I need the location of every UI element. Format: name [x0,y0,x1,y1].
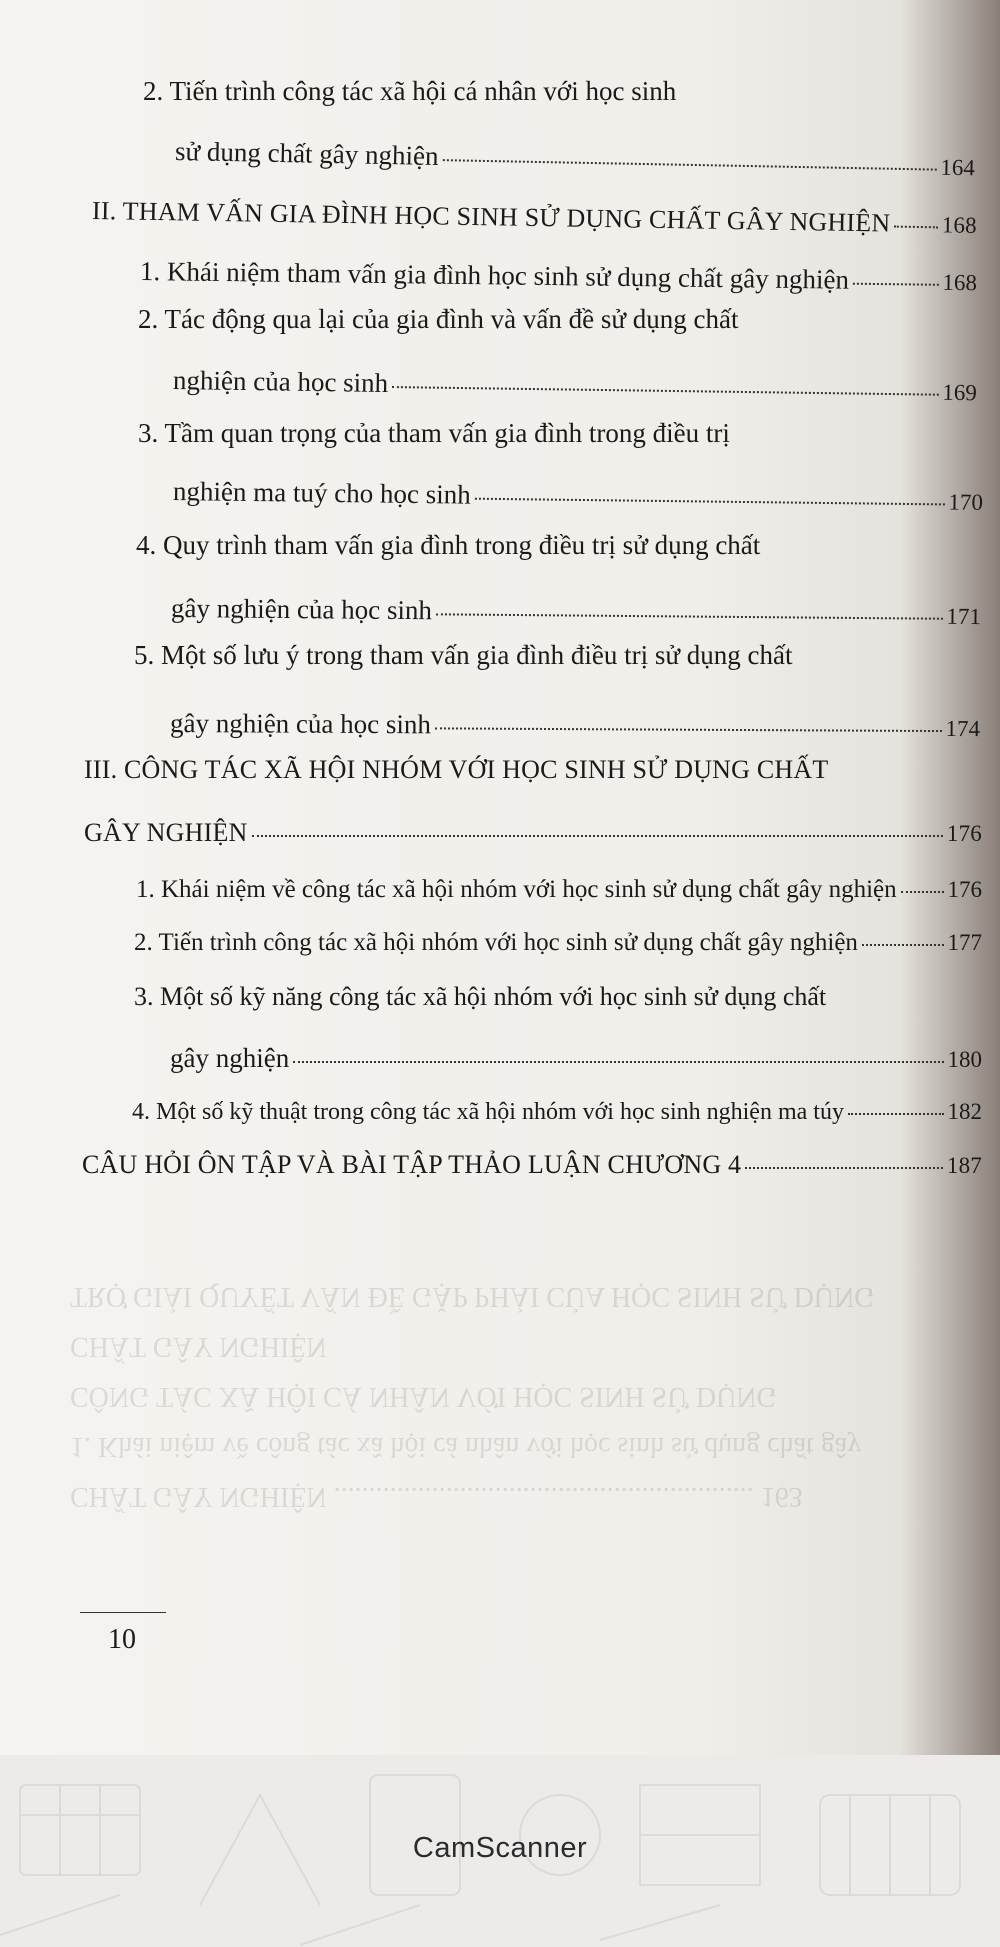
toc-page-number: 177 [947,930,982,955]
toc-page-number: 182 [947,1099,982,1124]
toc-entry-label: CÂU HỎI ÔN TẬP VÀ BÀI TẬP THẢO LUẬN CHƯƠNG 4 [82,1150,742,1179]
toc-entry[interactable] [82,1152,982,1178]
leader-dots [862,944,944,946]
toc-page-number: 174 [945,716,981,742]
toc-entry[interactable] [171,595,981,629]
toc-entry-line: III. CÔNG TÁC XÃ HỘI NHÓM VỚI HỌC SINH SỬ DỤNG CHẤT [84,755,829,784]
leader-dots [436,613,943,619]
toc-entry-label: GÂY NGHIỆN [84,818,248,847]
leader-dots [853,283,939,286]
toc-entry-line: 2. Tác động qua lại của gia đình và vấn đề sử dụng chất [138,304,739,334]
toc-entry-label: nghiện ma tuý cho học sinh [172,476,471,510]
toc-entry[interactable] [170,710,980,741]
leader-dots [901,891,944,893]
leader-dots [848,1113,944,1115]
toc-entry[interactable] [140,258,977,295]
toc-entry-label: sử dụng chất gây nghiện [174,136,439,172]
toc-page-number: 168 [942,269,978,296]
toc-entry[interactable] [136,877,982,902]
toc-entry-label: 2. Tiến trình công tác xã hội nhóm với học sinh sử dụng chất gây nghiện [134,929,858,956]
toc-page-number: 168 [941,212,978,238]
toc-entry-line: 3. Tầm quan trọng của tham vấn gia đình trong điều trị [138,418,730,448]
toc-entry[interactable] [173,478,983,515]
toc-page-number: 171 [946,603,982,630]
leader-dots [894,226,937,229]
toc-page-number: 164 [940,154,976,181]
toc-entry[interactable] [170,1045,982,1072]
footer-rule [80,1612,166,1613]
page-number: 10 [108,1624,136,1655]
toc-entry-label: 1. Khái niệm tham vấn gia đình học sinh sử dụng chất gây nghiện [139,256,850,295]
bleed-through-text: CHẤT GÂY NGHIỆN ............................................................ 163 1. Khái niệm về công tác xã hội cá nhân với học sinh sử dụng chất gây CÔNG TÁC XÃ HỘI CÁ NHÂN VỚI HỌC SINH SỬ DỤNG CHẤT GÂY NGHIỆN TRỢ GIẢI QUYẾT VẤN ĐỀ GẶP PHẢI CỦA HỌC SINH SỬ DỤNG [70,1281,875,1512]
leader-dots [442,159,936,170]
toc-entry-line: 2. Tiến trình công tác xã hội cá nhân với học sinh [143,76,677,106]
leader-dots [745,1167,943,1169]
toc-entry-label: gây nghiện [170,1043,290,1073]
toc-entry-label: gây nghiện của học sinh [169,708,432,740]
leader-dots [435,727,942,732]
toc-entry[interactable] [84,820,982,846]
leader-dots [293,1061,943,1063]
toc-page-number: 176 [947,877,982,902]
toc-entry[interactable] [134,930,982,955]
toc-entry-label: II. THAM VẤN GIA ĐÌNH HỌC SINH SỬ DỤNG CHẤT GÂY NGHIỆN [91,196,891,238]
leader-dots [252,835,943,837]
toc-entry-label: 1. Khái niệm về công tác xã hội nhóm với học sinh sử dụng chất gây nghiện [136,876,897,903]
toc-entry-line: 4. Quy trình tham vấn gia đình trong điều trị sử dụng chất [136,530,761,560]
toc-page-number: 169 [942,379,978,406]
toc-entry[interactable] [132,1100,982,1124]
toc-entry[interactable] [92,198,977,238]
toc-entry-label: nghiện của học sinh [172,365,389,399]
leader-dots [475,498,945,506]
toc-page-number: 180 [947,1047,982,1072]
toc-entry-label: gây nghiện của học sinh [170,593,433,626]
camscanner-label: CamScanner [412,1832,588,1864]
toc-entry[interactable] [173,367,977,405]
leader-dots [392,386,938,396]
toc-entry-line: 5. Một số lưu ý trong tham vấn gia đình điều trị sử dụng chất [134,640,793,670]
toc-page-number: 187 [946,1153,982,1178]
toc-entry-label: 4. Một số kỹ thuật trong công tác xã hội nhóm với học sinh nghiện ma túy [132,1099,844,1125]
toc-page-number: 176 [946,821,982,846]
toc-page-number: 170 [948,489,984,515]
toc-entry[interactable] [175,138,975,180]
toc-entry-line: 3. Một số kỹ năng công tác xã hội nhóm với học sinh sử dụng chất [134,982,827,1011]
scanner-watermark-band [0,1755,1000,1947]
